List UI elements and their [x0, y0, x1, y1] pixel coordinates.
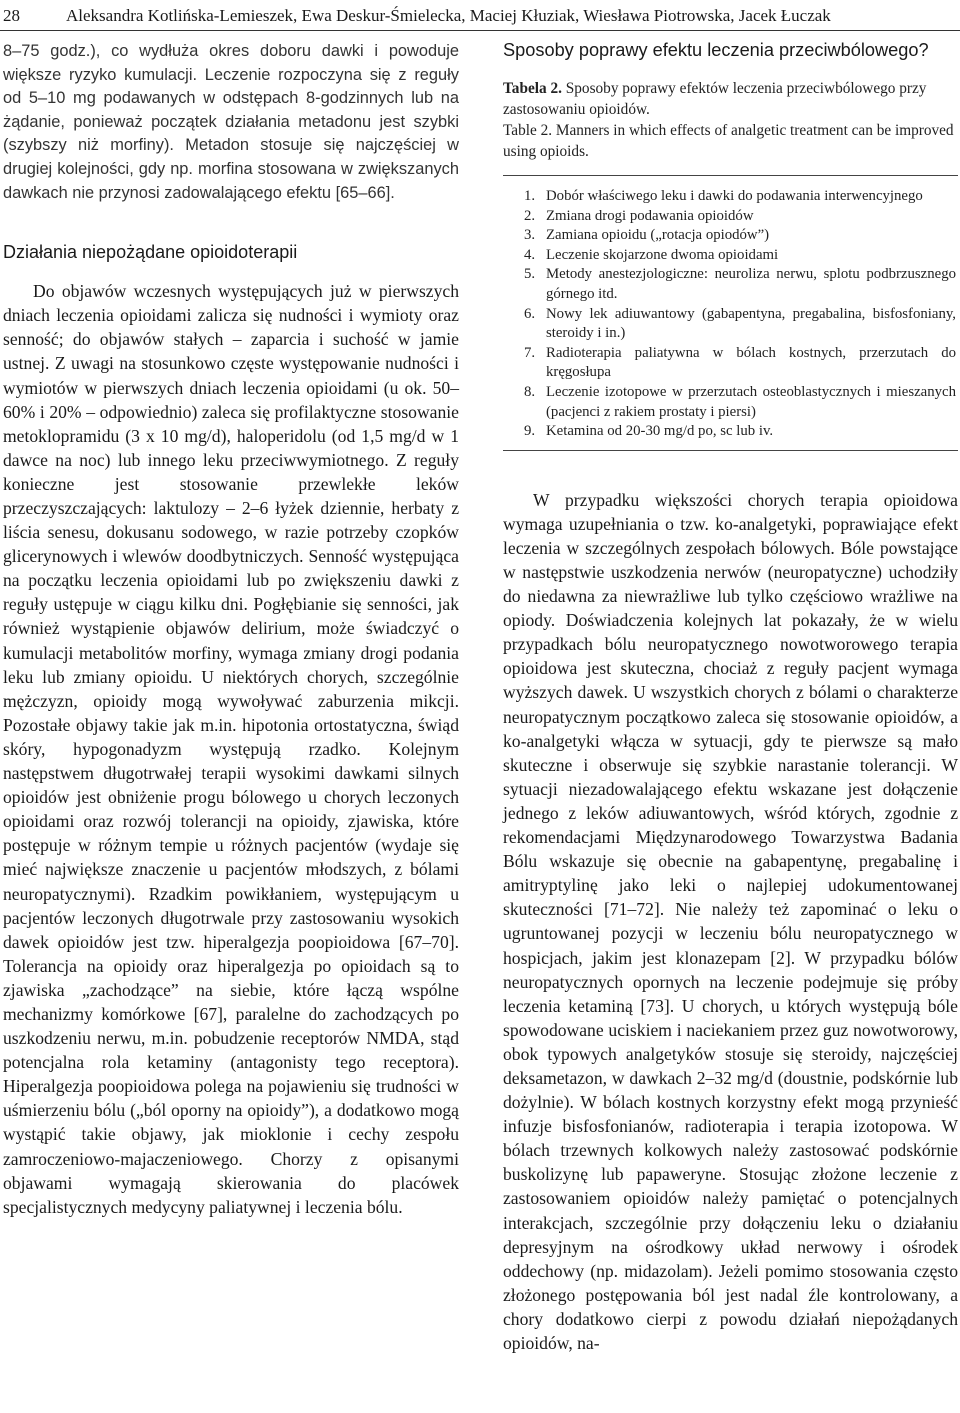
section-heading-adverse-effects: Działania niepożądane opioidoterapii	[3, 242, 298, 263]
table-item-number: 1.	[524, 188, 536, 204]
table-list-item	[503, 207, 958, 227]
section-heading-improvement: Sposoby poprawy efektu leczenia przeciwbólowego?	[503, 40, 929, 60]
running-header	[0, 6, 960, 32]
table-bottom-rule	[503, 450, 958, 451]
running-header-authors: Aleksandra Kotlińska-Lemieszek, Ewa Deskur-Śmielecka, Maciej Kłuziak, Wiesława Piotrowska, Jacek Łuczak	[66, 6, 831, 25]
table-item-text: Leczenie skojarzone dwoma opioidami	[546, 246, 779, 263]
table-item-number: 4.	[524, 246, 536, 263]
table-2-list	[503, 187, 958, 442]
table-item-text: Zamiana opioidu („rotacja opiodów”)	[546, 227, 770, 244]
coanalgesics-paragraph: W przypadku większości chorych terapia opioidowa wymaga uzupełniania o tzw. ko-analgetyki, poprawiające efekt leczenia w szczególnych zespołach bólowych. Bóle powstające w następstwie uszkodzenia nerwów (neuropatyczne) uchodziły do niedawna za niewrażliwe lub tylko częściowo wrażliwe na opiody. Doświadczenia kolejnych lat pokazały, że w wielu przypadkach bólu neuropatycznego nowotworowego terapia opioidowa jest skuteczna, chociaż z reguły pacjent wymaga wyższych dawek. U wszystkich chorych z bólami o charakterze neuropatycznym początkowo zaleca się stosowanie opioidów, a ko-analgetyki włącza w sytuacji, gdy te pierwsze są mało skuteczne i obserwuje się szybkie narastanie tolerancji. W sytuacji niezadowalającego efektu wskazane jest dołączenie jednego z leków adiuwantowych, wśród których, zgodnie z rekomendacjami Międzynarodowego Towarzystwa Badania Bólu wskazuje się obecnie na gabapentynę, pregabalinę i amitryptylinę jako leki o najlepiej udokumentowanej skuteczności [71–72]. Nie należy też zapominać o leku o ugruntowanej pozycji w leczeniu bólu neuropatycznego w hospicjach, jakim jest klonazepam [2]. W przypadku bólów neuropatycznych opornych na leczenie podejmuje się próby leczenia ketaminą [73]. U chorych, u których występują bóle spowodowane uciskiem i naciekaniem przez guz nowotworowy, obok typowych analgetyków stosuje się steroidy, najczęściej deksametazon, w dawkach 2–32 mg/d (doustnie, podskórnie lub dożylnie). W bólach kostnych korzystny efekt mogą przynieść infuzje bisfosfonianów, radioterapia i terapia izotopowa. W bólach trzewnych kolkowych należy zastosować podskórnie buskolizynę lub papaweryne. Stosując złożone leczenie z zastosowaniem opioidów należy pamiętać o potencjalnych interakcjach, szczególnie przy dołączeniu leku o działaniu depresyjnym na ośrodkowy układ nerwowy i ośrodek oddechowy (np. midazolam). Jeżeli pomimo stosowania często złożonego postępowania ból jest nadal źle kontrolowany, a chory dodatkowo cierpi z powodu działań niepożądanych opioidów, na-	[503, 489, 958, 1353]
table-list-item	[503, 265, 958, 304]
table-list-item	[503, 344, 958, 383]
table-item-number: 9.	[524, 423, 536, 440]
header-rule	[0, 30, 960, 31]
table-list-item	[503, 246, 958, 266]
table-item-number: 6.	[524, 305, 536, 322]
table-caption-polish	[503, 78, 958, 120]
table-list-item	[503, 422, 958, 442]
table-list-item	[503, 187, 958, 207]
table-caption-english: Table 2. Manners in which effects of analgetic treatment can be improved using opioids.	[503, 122, 954, 160]
table-item-text: Radioterapia paliatywna w bólach kostnych, przerzutach do kręgosłupa	[546, 344, 956, 381]
adverse-effects-paragraph: Do objawów wczesnych występujących już w pierwszych dniach leczenia opioidami zalicza się nudności i wymioty oraz senność; do objawów stałych – zaparcia i suchość w jamie ustnej. Z uwagi na stosunkowo częste występowanie nudności i wymiotów w pierwszych dniach leczenia opioidami (u ok. 50–60% i 20% – odpowiednio) zaleca się profilaktyczne stosowanie metoklopramidu (3 x 10 mg/d), haloperidolu (od 1,5 mg/d w 1 dawce na noc) lub innego leku przeciwwymiotnego. Z reguły konieczne jest stosowanie przewlekłe leków przeczyszczających: laktulozy – 2–6 łyżek dziennie, herbaty z liścia senesu, dokusanu sodowego, w razie potrzeby czopków glicerynowych i wlewów doodbytniczych. Senność występująca na początku leczenia opioidami lub po zwiększeniu dawki z reguły ustępuje w ciągu kilku dni. Pogłębianie się senności, jak również wystąpienie objawów delirium, może świadczyć o kumulacji metabolitów morfiny, wymaga zmiany drogi podania leku lub zmiany opioidu. U niektórych chorych, szczególnie mężczyzn, opioidy mogą wywoływać zaburzenia mikcji. Pozostałe objawy takie jak m.in. hipotonia ortostatyczna, świąd skóry, hypogonadyzm występują rzadko. Kolejnym następstwem długotrwałej terapii wysokimi dawkami silnych opioidów jest obniżenie progu bólowego u chorych leczonych opioidami oraz rozwój tolerancji na opioidy, zjawiska, które postępuje w różnym tempie u różnych pacjentów (wydaje się mieć największe znaczenie u pacjentów młodszych, z bólami neuropatycznymi). Rzadkim powikłaniem, występującym u pacjentów leczonych długotrwale przy zastosowaniu wysokich dawek opioidów jest tzw. hiperalgezja poopioidowa [67–70]. Tolerancja na opioidy oraz hiperalgezja po opioidach są to zjawiska „zachodzące” na siebie, które łączą wspólne mechanizmy komórkowe [67], paralelne do zachodzących po uszkodzeniu nerwu, m.in. pobudzenie receptorów NMDA, stąd potencjalna rola ketaminy (antagonisty tego receptora). Hiperalgezja poopioidowa polega na pojawieniu się trudności w uśmierzeniu bólu („ból oporny na opioidy”), a dodatkowo mogą wystąpić takie objawy, jak mioklonie i cechy zespołu zamroczeniowo-majaczeniowego. Chorzy z opisanymi objawami wymagają skierowania do placówek specjalistycznych medycyny paliatywnej i leczenia bólu.	[3, 281, 459, 1217]
table-item-text: Nowy lek adiuwantowy (gabapentyna, pregabalina, bisfosfoniany, steroidy i in.)	[546, 305, 956, 342]
table-item-number: 2.	[524, 207, 536, 224]
table-list-item	[503, 226, 958, 246]
table-item-text: Zmiana drogi podawania opioidów	[546, 207, 754, 224]
table-list-item	[503, 305, 958, 344]
table-top-rule	[503, 175, 958, 176]
table-item-text: Dobór właściwego leku i dawki do podawania interwencyjnego	[546, 188, 923, 204]
table-item-text: Metody anestezjologiczne: neuroliza nerwu, splotu podbrzusznego górnego itd.	[546, 266, 956, 302]
table-caption-label: Tabela 2.	[503, 80, 562, 97]
intro-paragraph: 8–75 godz.), co wydłuża okres doboru dawki i powoduje większe ryzyko kumulacji. Leczenie rozpoczyna się z reguły od 5–10 mg podawanych w odstępach 8-godzinnych lub na żądanie, ponieważ początek działania metadonu jest szybki (szybszy niż morfiny). Metadon stosuje się najczęściej w drugiej kolejności, gdy np. morfina stosowana w zwiększanych dawkach nie przynosi zadowalającego efektu [65–66].	[3, 42, 459, 202]
table-item-text: Ketamina od 20-30 mg/d po, sc lub iv.	[546, 423, 774, 440]
table-item-text: Leczenie izotopowe w przerzutach osteoblastycznych i mieszanych (pacjenci z rakiem prostaty i piersi)	[546, 383, 956, 420]
table-caption-text: Sposoby poprawy efektów leczenia przeciwbólowego przy zastosowaniu opioidów.	[503, 80, 927, 118]
left-column	[3, 40, 459, 1219]
table-item-number: 7.	[524, 344, 536, 361]
table-item-number: 8.	[524, 383, 536, 400]
table-item-number: 3.	[524, 227, 536, 244]
page-number: 28	[3, 6, 20, 25]
table-list-item	[503, 383, 958, 422]
right-column	[503, 40, 958, 1355]
table-item-number: 5.	[524, 266, 536, 283]
